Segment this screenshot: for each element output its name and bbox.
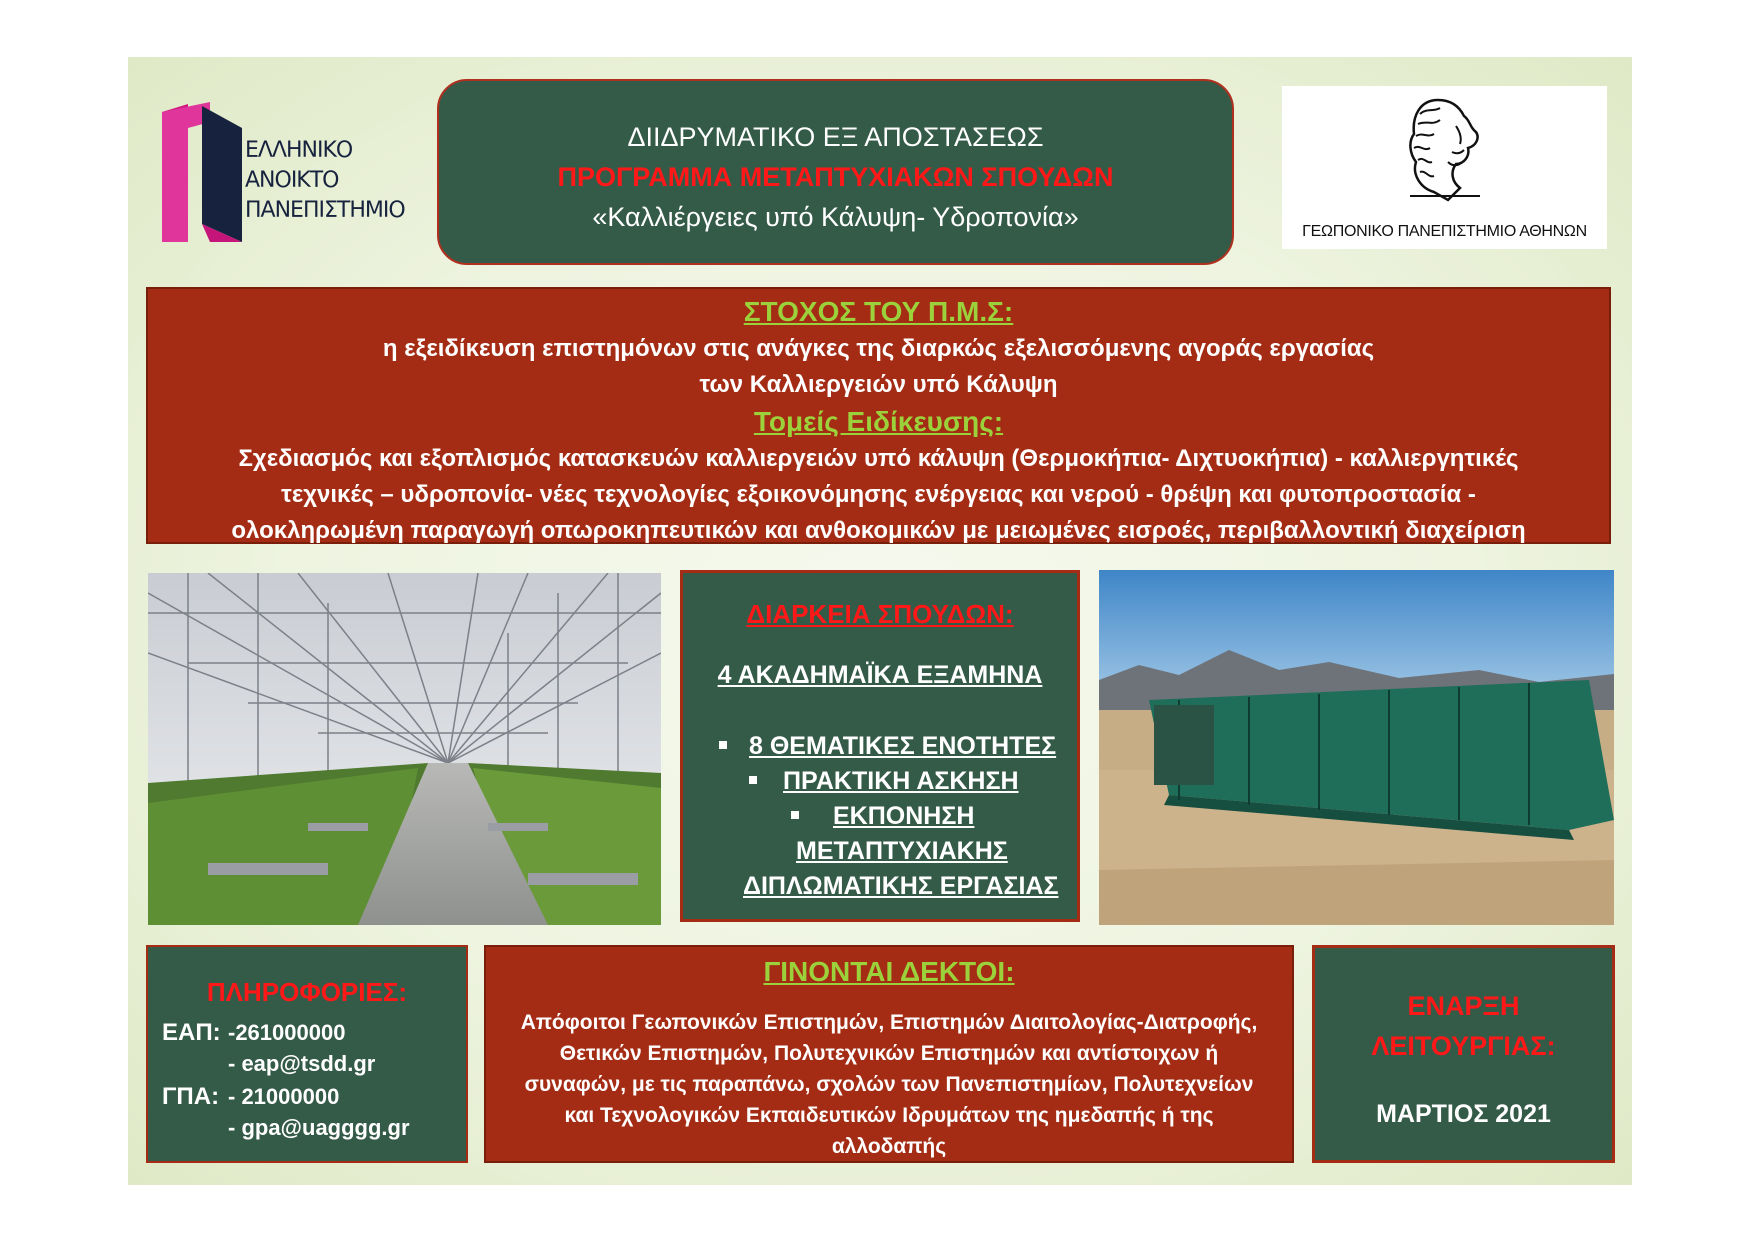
gpa-phone: - 21000000 [228,1084,340,1109]
start-heading-line1: ΕΝΑΡΞΗ [1407,991,1520,1021]
duration-semesters: 4 ΑΚΑΔΗΜΑΪΚΑ ΕΞΑΜΗΝΑ [717,661,1043,689]
accepted-line2: Θετικών Επιστημών, Πολυτεχνικών Επιστημών και αντίστοιχων ή [559,1042,1219,1065]
athena-head-icon [1390,92,1500,204]
accepted-line3: συναφών, με τις παραπάνω, σχολών των Πανεπιστημίων, Πολυτεχνείων [524,1073,1254,1096]
bullet-icon [719,741,727,749]
duration-item-thesis-line3: ΔΙΠΛΩΜΑΤΙΚΗΣ ΕΡΓΑΣΙΑΣ [743,872,1059,900]
start-date: ΜΑΡΤΙΟΣ 2021 [1376,1100,1551,1128]
goal-text-line2: των Καλλιεργειών υπό Κάλυψη [699,371,1058,398]
info-heading: ΠΛΗΡΟΦΟΡΙΕΣ: [206,977,408,1007]
eap-email[interactable]: - eap@tsdd.gr [228,1051,376,1076]
title-line-2: ΠΡΟΓΡΑΜΜΑ ΜΕΤΑΠΤΥΧΙΑΚΩΝ ΣΠΟΥΔΩΝ [557,162,1114,192]
accepted-text [486,991,1292,1162]
program-title-box [437,79,1234,265]
nethouse-photo [1099,570,1614,925]
accepted-line5: αλλοδαπής [831,1135,947,1158]
eap-label: ΕΑΠ: [162,1019,221,1046]
duration-item-internship: ΠΡΑΚΤΙΚΗ ΑΣΚΗΣΗ [783,767,1019,795]
study-duration-box [680,570,1080,922]
specialization-heading: Τομείς Ειδίκευσης: [753,406,1004,437]
eap-logo-text-line1: ΕΛΛΗΝΙΚΟ [245,138,353,163]
gpa-label: ΓΠΑ: [162,1083,220,1110]
eap-phone: -261000000 [228,1020,346,1045]
title-line-1: ΔΙΙΔΡΥΜΑΤΙΚΟ ΕΞ ΑΠΟΣΤΑΣΕΩΣ [627,122,1044,152]
title-line-3: «Καλλιέργειες υπό Κάλυψη- Υδροπονία» [592,202,1079,232]
eap-logo-text-line2: ΑΝΟΙΚΤΟ [245,168,339,193]
accepted-line1: Απόφοιτοι Γεωπονικών Επιστημών, Επιστημών Διαιτολογίας-Διατροφής, [520,1011,1258,1034]
program-goal-box [146,287,1611,544]
duration-item-modules: 8 ΘΕΜΑΤΙΚΕΣ ΕΝΟΤΗΤΕΣ [749,732,1057,760]
bullet-icon [791,811,799,819]
accepted-line4: και Τεχνολογικών Εκπαιδευτικών Ιδρυμάτων της ημεδαπής ή της [564,1104,1214,1127]
specialization-line1: Σχεδιασμός και εξοπλισμός κατασκευών καλλιεργειών υπό κάλυψη (Θερμοκήπια- Διχτυοκήπια) - καλλιεργητικές [238,445,1519,472]
contact-info-box [146,945,468,1163]
duration-heading: ΔΙΑΡΚΕΙΑ ΣΠΟΥΔΩΝ: [746,599,1014,629]
goal-heading: ΣΤΟΧΟΣ ΤΟΥ Π.Μ.Σ: [743,296,1014,327]
duration-item-thesis-line2: ΜΕΤΑΠΤΥΧΙΑΚΗΣ [796,837,1008,865]
start-heading-line2: ΛΕΙΤΟΥΡΓΙΑΣ: [1371,1031,1556,1061]
aua-logo [1282,86,1607,249]
greenhouse-photo [148,573,661,925]
bullet-icon [749,776,757,784]
gpa-email[interactable]: - gpa@uagggg.gr [228,1115,410,1140]
aua-logo-text: ΓΕΩΠΟΝΙΚΟ ΠΑΝΕΠΙΣΤΗΜΙΟ ΑΘΗΝΩΝ [1302,223,1587,240]
eap-logo-text-line3: ΠΑΝΕΠΙΣΤΗΜΙΟ [245,198,405,223]
specialization-line2: τεχνικές – υδροπονία- νέες τεχνολογίες εξοικονόμησης ενέργειας και νερού - θρέψη και φυτοπροστασία - [281,481,1476,508]
specialization-line3: ολοκληρωμένη παραγωγή οπωροκηπευτικών και ανθοκομικών με μειωμένες εισροές, περιβαλλοντική διαχείριση [231,517,1526,544]
duration-item-thesis-line1: ΕΚΠΟΝΗΣΗ [833,802,975,830]
eap-logo [150,100,405,245]
admission-criteria-box [484,945,1294,1163]
accepted-heading: ΓΙΝΟΝΤΑΙ ΔΕΚΤΟΙ: [763,956,1015,987]
start-heading [1315,986,1612,1066]
goal-text-line1: η εξειδίκευση επιστημόνων στις ανάγκες της διαρκώς εξελισσόμενης αγοράς εργασίας [382,335,1375,362]
start-date-box [1312,945,1615,1163]
